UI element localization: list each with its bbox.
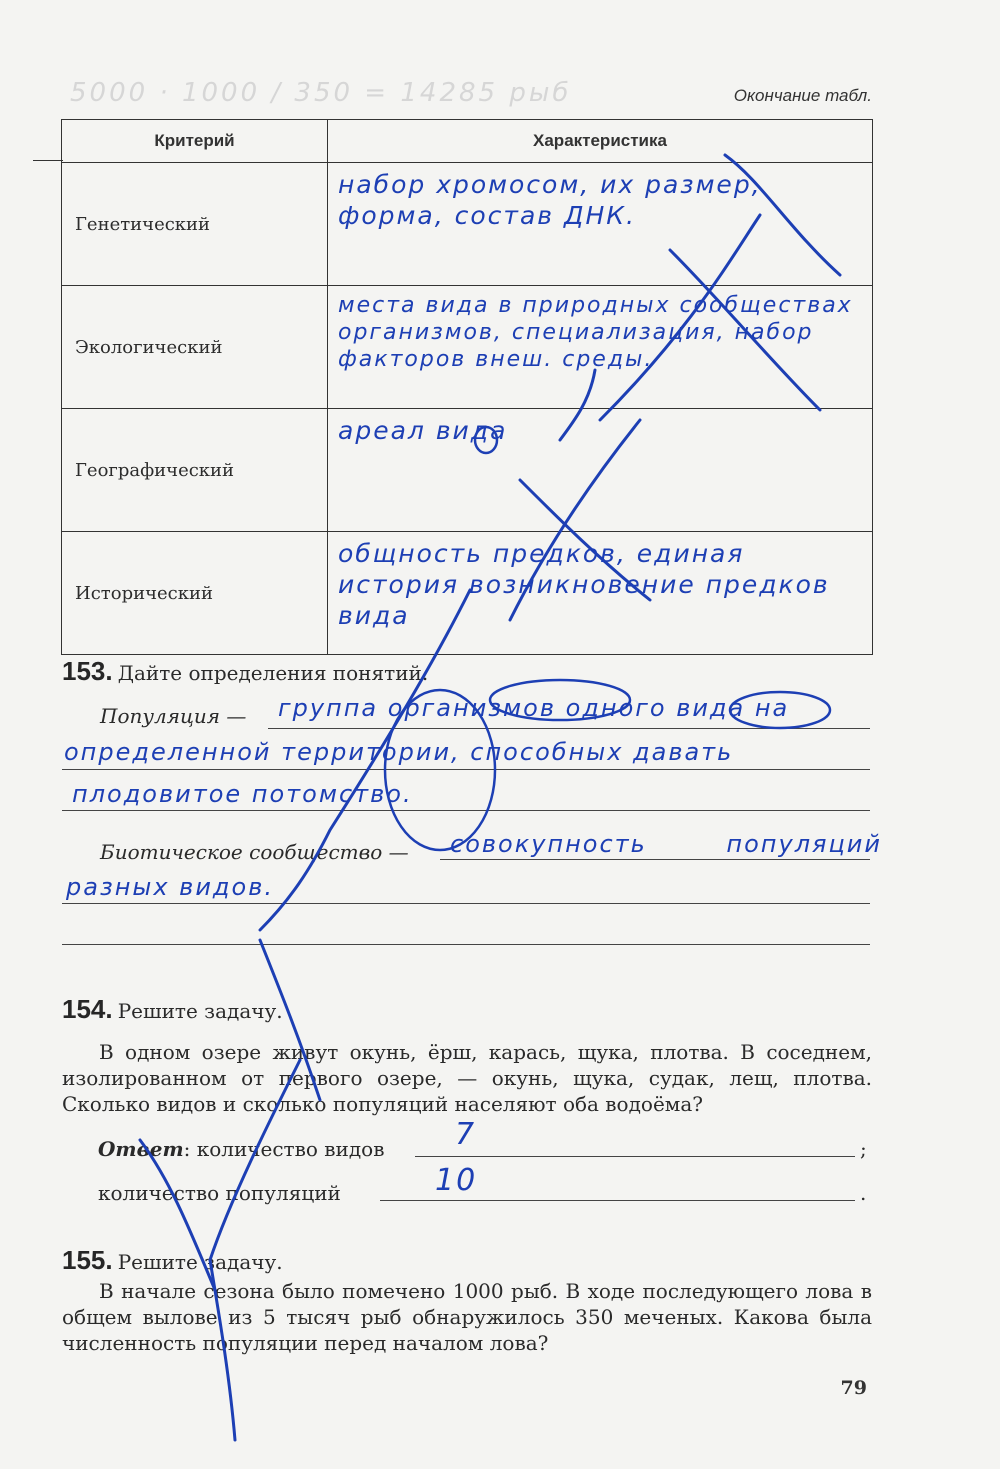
task-number: 154.	[62, 994, 113, 1024]
table-row	[62, 163, 873, 286]
task-number: 155.	[62, 1245, 113, 1275]
population-answer-line1[interactable]: группа организмов одного вида на	[278, 694, 790, 722]
header-characteristic: Характеристика	[328, 120, 873, 163]
populations-answer[interactable]: 10	[435, 1163, 478, 1198]
species-answer[interactable]: 7	[455, 1117, 477, 1152]
task-prompt: Решите задачу.	[117, 999, 283, 1023]
populations-end: .	[860, 1181, 867, 1205]
answer-rule	[268, 728, 870, 729]
criterion-cell: Исторический	[62, 532, 328, 655]
species-end: ;	[860, 1137, 867, 1161]
task-154-heading	[62, 994, 283, 1025]
header-criterion: Критерий	[62, 120, 328, 163]
species-label: : количество видов	[183, 1137, 385, 1161]
task-155-heading	[62, 1245, 283, 1276]
table-row	[62, 286, 873, 409]
criterion-cell: Генетический	[62, 163, 328, 286]
table-header-row	[62, 120, 873, 163]
answer-rule	[440, 859, 870, 860]
answer-rule	[415, 1156, 855, 1157]
table-caption: Окончание табл.	[733, 86, 872, 105]
answer-cell[interactable]: места вида в природных сообществах организмов, специализация, набор факторов внеш. среды.	[328, 286, 873, 409]
criterion-cell: Географический	[62, 409, 328, 532]
task-153-heading	[62, 656, 428, 687]
faint-top-note: 5000 · 1000 / 350 = 14285 рыб	[70, 78, 572, 108]
table-row	[62, 532, 873, 655]
community-label: Биотическое сообщество —	[100, 840, 409, 864]
page-number: 79	[840, 1377, 867, 1399]
task-prompt: Дайте определения понятий.	[117, 661, 429, 685]
criteria-table	[61, 119, 873, 655]
population-answer-line2[interactable]: определенной территории, способных давать	[64, 738, 734, 766]
answer-rule	[62, 944, 870, 945]
task-number: 153.	[62, 656, 113, 686]
task-prompt: Решите задачу.	[117, 1250, 283, 1274]
answer-species-row	[98, 1137, 384, 1161]
answer-rule	[62, 769, 870, 770]
answer-cell[interactable]: набор хромосом, их размер, форма, состав ДНК.	[328, 163, 873, 286]
answer-rule	[380, 1200, 855, 1201]
populations-label: количество популяций	[98, 1181, 341, 1205]
population-answer-line3[interactable]: плодовитое потомство.	[72, 780, 413, 808]
answer-cell[interactable]: общность предков, единая история возникновение предков вида	[328, 532, 873, 655]
population-label: Популяция —	[100, 704, 247, 728]
answer-cell[interactable]: ареал вида	[328, 409, 873, 532]
community-answer-line2[interactable]: разных видов.	[66, 873, 274, 901]
answer-rule	[62, 903, 870, 904]
community-answer-line1[interactable]: совокупность популяций	[450, 830, 882, 858]
task-155-text: В начале сезона было помечено 1000 рыб. В ходе последующего лова в общем вылове из 5 тысяч рыб обнаружилось 350 меченых. Какова была численность популяции перед началом лова?	[62, 1279, 872, 1355]
answer-rule	[62, 810, 870, 811]
table-row	[62, 409, 873, 532]
criterion-cell: Экологический	[62, 286, 328, 409]
task-154-text: В одном озере живут окунь, ёрш, карась, щука, плотва. В соседнем, изолированном от первого озере, — окунь, щука, судак, лещ, плотва. Сколько видов и сколько популяций населяют оба водоёма?	[62, 1040, 872, 1116]
table-left-rule	[33, 160, 63, 161]
answer-word: Ответ	[98, 1137, 184, 1161]
